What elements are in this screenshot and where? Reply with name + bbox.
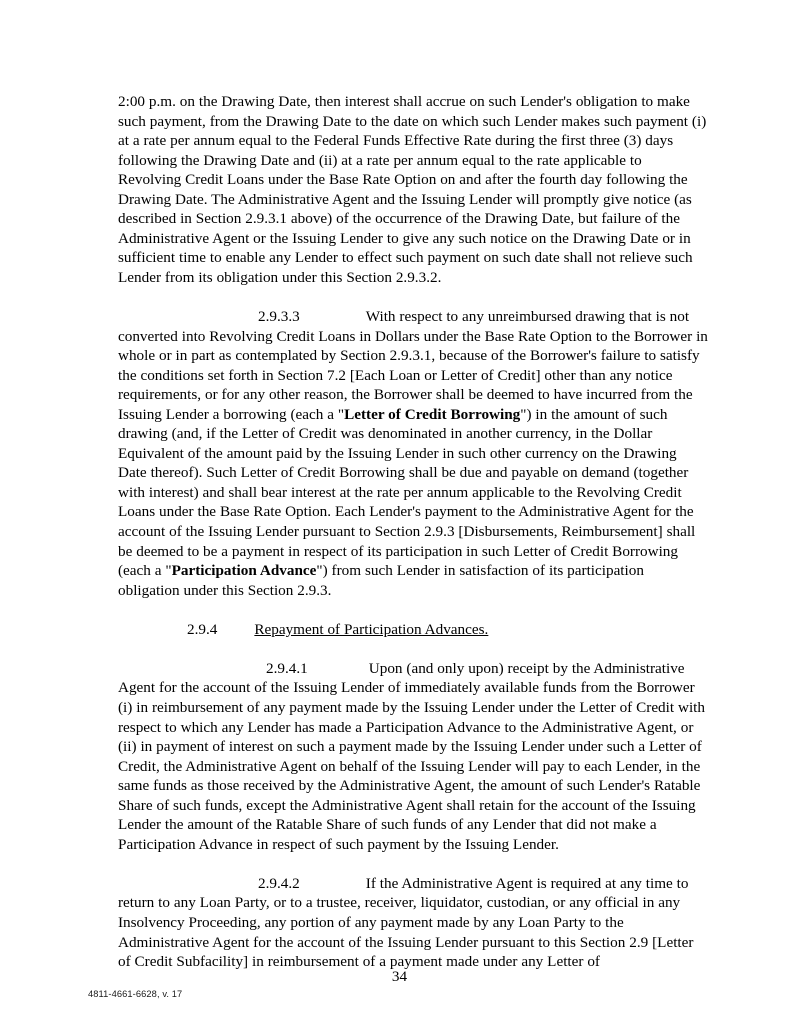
page-number: 34 bbox=[391, 968, 408, 985]
paragraph-2-9-4-2 bbox=[118, 874, 708, 972]
defined-term-participation-advance: Participation Advance bbox=[171, 562, 317, 580]
section-heading-2-9-4-title: Repayment of Participation Advances. bbox=[254, 620, 489, 638]
section-heading-2-9-4 bbox=[118, 620, 708, 640]
paragraph-2-9-4-2-text: If the Administrative Agent is required at any time to return to any Loan Party, or to a trustee, receiver, liquidator, custodian, or any official in any Insolvency Proceeding, any portion of any payment made by any Loan Party to the Administrative Agent for the account of the Issuing Lender pursuant to this Section 2.9 [Letter of Credit Subfacility] in reimbursement of a payment made under any Letter of bbox=[118, 874, 694, 971]
defined-term-letter-of-credit-borrowing: Letter of Credit Borrowing bbox=[344, 405, 521, 423]
paragraph-2-9-3-3-text-part2: ") in the amount of such drawing (and, if the Letter of Credit was denominated in another currency, in the Dollar Equivalent of the amount paid by the Issuing Lender in such other currency on the Drawing Date thereof). Such Letter of Credit Borrowing shall be due and payable on demand (together with interest) and shall bear interest at the rate per annum applicable to the Revolving Credit Loans under the Base Rate Option. Each Lender's payment to the Administrative Agent for the account of the Issuing Lender pursuant to Section 2.9.3 [Disbursements, Reimbursement] shall be deemed to be a payment in respect of its participation in such Letter of Credit Borrowing (each a " bbox=[118, 405, 696, 580]
paragraph-continuation-text: 2:00 p.m. on the Drawing Date, then interest shall accrue on such Lender's obligation to make such payment, from the Drawing Date to the date on which such Lender makes such payment (i) at a rate per annum equal to the Federal Funds Effective Rate during the first three (3) days following the Drawing Date and (ii) at a rate per annum equal to the rate applicable to Revolving Credit Loans under the Base Rate Option on and after the fourth day following the Drawing Date. The Administrative Agent and the Issuing Lender will promptly give notice (as described in Section 2.9.3.1 above) of the occurrence of the Drawing Date, but failure of the Administrative Agent or the Issuing Lender to give any such notice on the Drawing Date or in sufficient time to enable any Lender to effect such payment on such date shall not relieve such Lender from its obligation under this Section 2.9.3.2. bbox=[118, 93, 707, 286]
paragraph-2-9-3-3-text-part1: With respect to any unreimbursed drawing that is not converted into Revolving Credit Loans in Dollars under the Base Rate Option to the Borrower in whole or in part as contemplated by Section 2.9.3.1, because of the Borrower's failure to satisfy the conditions set forth in Section 7.2 [Each Loan or Letter of Credit] other than any notice requirements, or for any other reason, the Borrower shall be deemed to have incurred from the Issuing Lender a borrowing (each a " bbox=[118, 308, 708, 423]
section-number-2-9-4-1: 2.9.4.1 bbox=[266, 659, 308, 677]
paragraph-continuation bbox=[118, 92, 708, 287]
section-number-2-9-4: 2.9.4 bbox=[187, 620, 218, 638]
paragraph-2-9-3-3-text-part3: ") from such Lender in satisfaction of its participation obligation under this Section 2.9.3. bbox=[118, 562, 644, 599]
document-body bbox=[118, 92, 708, 972]
document-id-footer: 4811-4661-6628, v. 17 bbox=[88, 989, 183, 999]
section-number-2-9-4-2: 2.9.4.2 bbox=[258, 874, 300, 892]
paragraph-2-9-3-3 bbox=[118, 307, 708, 600]
section-number-2-9-3-3: 2.9.3.3 bbox=[258, 308, 300, 326]
paragraph-2-9-4-1-text: Upon (and only upon) receipt by the Administrative Agent for the account of the Issuing Lender of immediately available funds from the Borrower (i) in reimbursement of any payment made by the Issuing Lender under the Letter of Credit with respect to which any Lender has made a Participation Advance to the Administrative Agent, or (ii) in payment of interest on such a payment made by the Issuing Lender under such a Letter of Credit, the Administrative Agent on behalf of the Issuing Lender will pay to each Lender, in the same funds as those received by the Administrative Agent, the amount of such Lender's Ratable Share of such funds, except the Administrative Agent shall retain for the account of the Issuing Lender the amount of the Ratable Share of such funds of any Lender that did not make a Participation Advance in respect of such payment by the Issuing Lender. bbox=[118, 659, 705, 853]
paragraph-2-9-4-1 bbox=[118, 659, 708, 854]
